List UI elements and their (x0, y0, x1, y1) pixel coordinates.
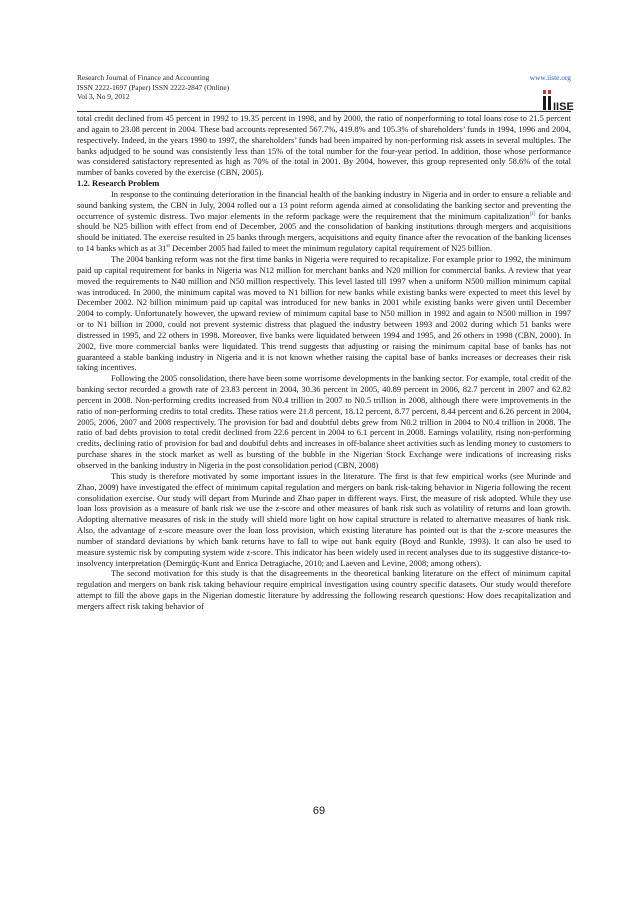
paragraph-continued: total credit declined from 45 percent in 1992 to 19.35 percent in 1998, and by 2000, the ratio of nonperforming to total loans rose to 21.5 percent and again to 23.08 percent in 2004. These bad accounts represented 567.7%, 419.8% and 105.3% of shareholders’ funds in 1994, 1996 and 2004, respectively. Indeed, in the years 1990 to 1997, the shareholders’ funds had been impaired by non-performing risk assets in several multiples. The banks adjudged to be sound was consistently less than 15% of the total number for the four-year period. In addition, those whose performance was considered satisfactory represented as high as 70% of the total in 2001. By 2004, however, this group represented only 58.6% of the total number of banks covered by the exercise (CBN, 2005). (77, 113, 571, 178)
iiste-logo (540, 84, 574, 114)
volume-line: Vol 3, No 9, 2012 (77, 92, 130, 101)
paragraph-motivation-first: This study is therefore motivated by some important issues in the literature. The first is that few empirical works (see Murinde and Zhao, 2009) have investigated the effect of minimum capital regulation and mergers on bank risk-taking behavior in Nigeria following the recent consolidation exercise. Our study will depart from Murinde and Zhao paper in different ways. First, the measure of risk adopted. While they use loan loss provision as a measure of bank risk we use the z-score and other measures of bank risk such as volatility of returns and loan growth. Adopting alternative measures of risk in the study will shield more light on how capital structure is related to alternative measures of bank risk. Also, the advantage of z-score measure over the loan loss provision, which existing literature has pointed out is that the z-score measures the number of standard deviations by which bank returns have to fall to wipe out bank equity (Boyd and Runkle, 1993). It can also be used to measure systemic risk by computing system wide z-score. This indicator has been widely used in recent analyses due to its suggestive distance-to-insolvency interpretation (Demirgüç-Kunt and Enrica Detragiache, 2010; and Laeven and Levine, 2008; among others). (77, 470, 571, 568)
svg-text:IISE: IISE (553, 101, 574, 113)
journal-url[interactable]: www.iiste.org (529, 73, 571, 82)
article-body (77, 113, 571, 612)
section-heading: 1.2. Research Problem (77, 178, 160, 189)
page-number: 69 (312, 805, 326, 817)
journal-name: Research Journal of Finance and Accounting (77, 73, 210, 82)
footnote-ref[interactable]: [1] (529, 211, 536, 217)
paragraph-recapitalization-history: The 2004 banking reform was not the first time banks in Nigeria were required to recapitalize. For example prior to 1992, the minimum paid up capital requirement for banks in Nigeria was N12 million for merchant banks and N20 million for commercial banks. A review that year moved the requirements to N40 million and N50 million respectively. This level lasted till 1997 when a uniform N500 million minimum capital was introduced. In 2000, the minimum capital was moved to N1 billion for new banks while existing banks were expected to meet this level by December 2002. N2 billion minimum paid up capital was introduced for new banks in 2001 while existing banks were given until December 2004 to comply. Unfortunately however, the upward review of minimum capital base to N50 million in 1992 and again to N500 million in 1997 or to N1 billion in 2000, could not prevent systemic distress that plagued the industry between 1993 and 2002 during which 51 banks were distressed in 1995, and 22 others in 1998. Moreover, five banks were liquidated between 1994 and 1995, and 26 others in 1998 (CBN, 2000). In 2002, five more commercial banks were liquidated. This trend suggests that adjusting or raising the minimum capital base of banks has not guaranteed a stable banking industry in Nigeria and it is not known whether raising the capital base of banks increases or decreases their risk taking incentives. (77, 253, 571, 373)
paragraph-post-consolidation: Following the 2005 consolidation, there have been some worrisome developments in the banking sector. For example, total credit of the banking sector recorded a growth rate of 23.83 percent in 2004, 30.36 percent in 2005, 40.89 percent in 2006, 82.7 percent in 2007 and 62.82 percent in 2008. Non-performing credits increased from N0.4 trillion in 2007 to N0.5 trillion in 2008, although there were improvements in the ratio of non-performing credits to total credits. These ratios were 21.8 percent, 18.12 percent, 8.77 percent, 8.44 percent and 6.26 percent in 2004, 2005, 2006, 2007 and 2008 respectively. The provision for bad and doubtful debts grew from N0.2 trillion in 2004 to N0.4 trillion in 2008. The ratio of bad debts provision to total credit declined from 22.6 percent in 2004 to 6.1 percent in 2008. Earnings volatility, rising non-performing credits, declining ratio of provision for bad and doubtful debts and increases in off-balance sheet activities such as lending money to customers to purchase shares in the stock market as well as bursting of the bubble in the Nigerian Stock Exchange were indications of increasing risks observed in the banking industry in Nigeria in the post consolidation period (CBN, 2008) (77, 373, 571, 470)
header-rule (77, 111, 571, 112)
issn-line: ISSN 2222-1697 (Paper) ISSN 2222-2847 (Online) (77, 82, 230, 92)
running-header (77, 73, 571, 102)
paragraph-motivation-second: The second motivation for this study is that the disagreements in the theoretical banking literature on the effect of minimum capital regulation and mergers on bank risk taking behaviour require empirical investigation using country specific datasets. Our study would therefore attempt to fill the above gaps in the Nigerian domestic literature by addressing the following research questions: How does recapitalization and mergers affect risk taking behavior of (77, 568, 571, 611)
paragraph-reform: In response to the continuing deterioration in the financial health of the banking industry in Nigeria and in order to ensure a reliable and sound banking system, the CBN in July, 2004 rolled out a 13 point reform agenda aimed at consolidating the banking sector and preventing the occurrence of systemic distress. Two major elements in the reform package were the requirement that the minimum capitalization[1] for banks should be N25 billion with effect from end of December, 2005 and the consolidation of banking institutions through mergers and acquisitions should be initiated. The exercise resulted in 25 banks through mergers, acquisitions and equity finance after the revocation of the banking licenses to 14 banks which as at 31st December 2005 had failed to meet the minimum regulatory capital requirement of N25 billion. (77, 188, 571, 254)
